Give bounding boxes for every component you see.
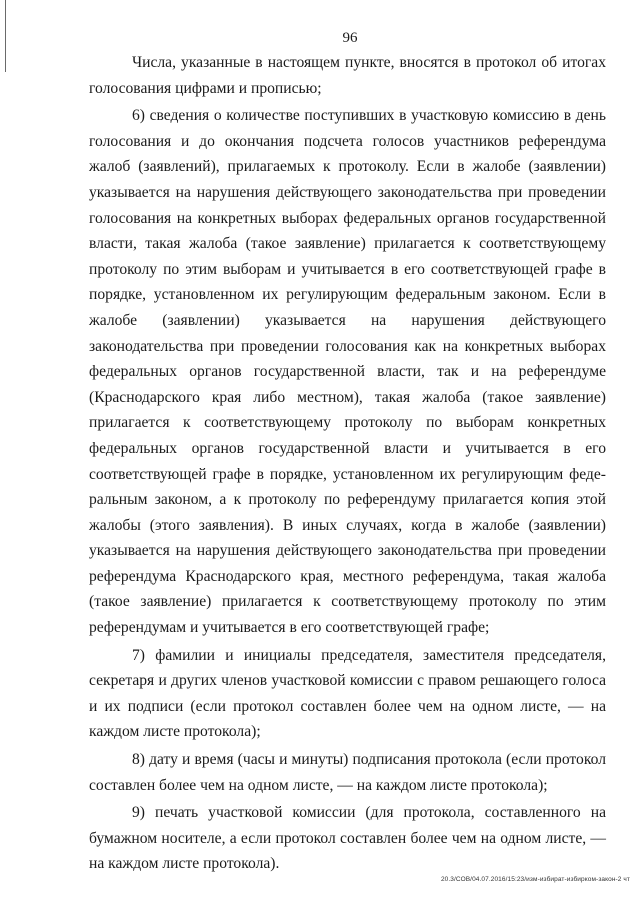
paragraph-item-6-complaints: 6) сведения о количестве поступивших в участковую комиссию в день голосования и до окончания подсчета голосов участников референдума жалоб (заявлений), прилагаемых к протоколу. Если в жалобе (заявлении) указывается на нарушения действующего законодательства при проведении голосования на конкретных выборах федеральных органов государственной власти, такая жалоба (такое заявление) прилагается к соответствующему протоколу по этим выборам и учитывается в его соответствующей графе в порядке, установленном их регулирующим федеральным законом. Если в жалобе (заявлении) указывается на нарушения действующего законодательства при проведении голосования как на конкретных выборах федеральных органов государственной власти, так и на референдуме (Краснодарского края либо местном), такая жалоба (такое заявление) прилагается к соответствующему протоколу по выборам конкретных федеральных органов государственной власти и учитывается в его соответствующей графе в порядке, установленном их регулирующим федеральным законом, а к протоколу по референдуму прилагается копия этой жалобы (этого заявления). В иных случаях, когда в жалобе (заявлении) указывается на нарушения действующего законодательства при проведении референдума Краснодарского края, местного референдума, такая жалоба (такое заявление) прилагается к соответствующему протоколу по этим референдумам и учитывается в его соответствующей графе;	[89, 107, 606, 637]
paragraph-item-9-seal: 9) печать участковой комиссии (для протокола, составленного на бумажном носителе, а если протокол составлен более чем на одном листе, — на каждом листе протокола).	[89, 804, 606, 873]
paragraph-item-7-signatures: 7) фамилии и инициалы председателя, заместителя председателя, секретаря и других членов участковой комиссии с правом решающего голоса и их подписи (если протокол составлен более чем на одном листе, — на каждом листе протокола);	[89, 646, 606, 741]
page-number: 96	[342, 30, 358, 46]
paragraph-item-8-date-time: 8) дату и время (часы и минуты) подписания протокола (если протокол составлен более чем на одном листе, — на каждом листе протокола);	[89, 751, 606, 794]
paragraph-numbers-in-words: Числа, указанные в настоящем пункте, вносятся в протокол об итогах голосования цифрами и прописью;	[89, 54, 606, 97]
document-body	[89, 50, 606, 877]
footer-document-code: 20.3/СОВ/04.07.2016/15:23/изм-избират-избирком-закон-2 чт	[440, 876, 630, 883]
